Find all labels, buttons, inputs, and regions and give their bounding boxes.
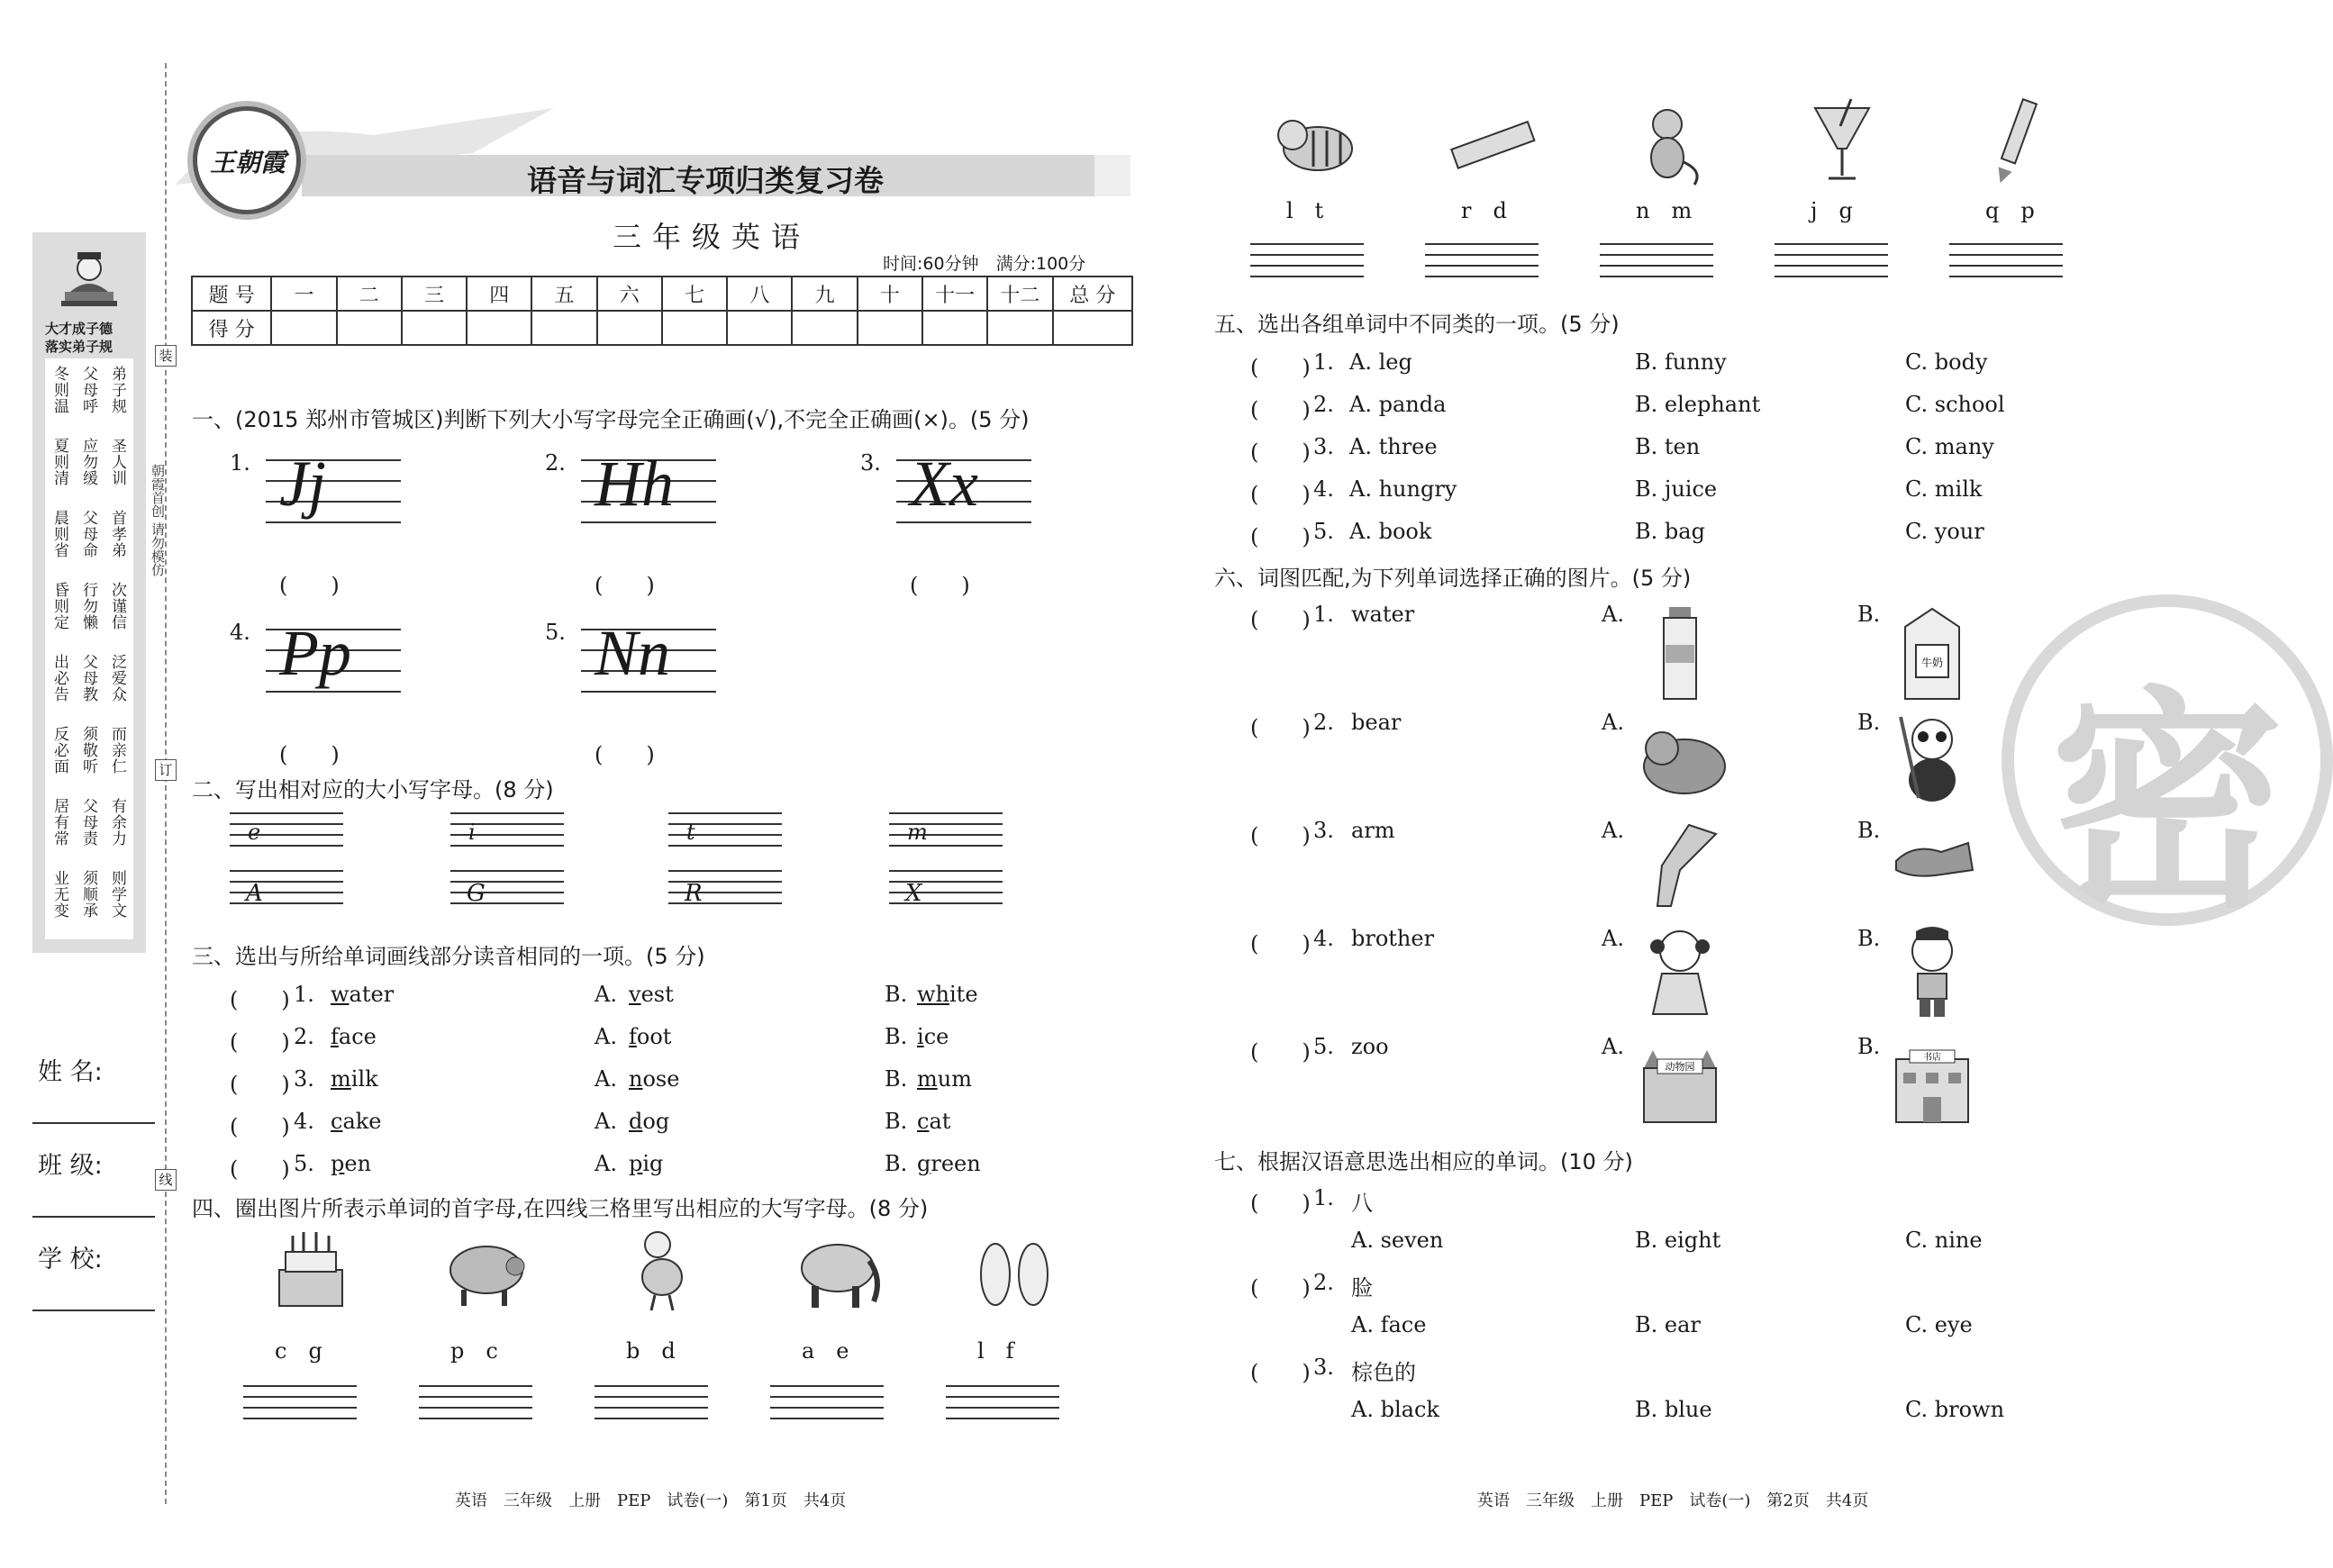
- elephant-picture: [793, 1225, 883, 1319]
- s3-option-b[interactable]: [917, 1151, 981, 1176]
- score-input-cell[interactable]: [858, 311, 922, 345]
- school-label: 学 校:: [38, 1246, 103, 1273]
- s3-option-b-underlined: c: [917, 1109, 930, 1134]
- s2-grid-top[interactable]: [450, 812, 564, 852]
- s3-answer-paren[interactable]: ( ): [230, 1114, 290, 1139]
- motto-verse: 业无变: [50, 870, 68, 919]
- s3-option-b-letter: B.: [885, 1024, 908, 1049]
- motto-verse: 夏则清: [50, 438, 68, 486]
- s3-item-number: 1.: [294, 982, 314, 1007]
- s4-letter-options[interactable]: b d: [626, 1338, 676, 1364]
- s5-item-number: 4.: [1313, 476, 1334, 502]
- s3-option-b-rest: ite: [949, 982, 978, 1007]
- motto-verse: 行勿懒: [79, 582, 97, 630]
- motto-line-2: 落实弟子规: [45, 339, 113, 355]
- s1-answer-paren[interactable]: ( ): [279, 573, 340, 598]
- motto-verse: 而亲仁: [108, 726, 126, 775]
- s5-option-c[interactable]: C. your: [1905, 519, 1984, 544]
- s6-answer-paren[interactable]: ( ): [1250, 823, 1311, 848]
- s3-item-number: 5.: [294, 1151, 314, 1176]
- s7-option-c[interactable]: C. brown: [1905, 1397, 2005, 1422]
- s5-option-c[interactable]: C. milk: [1905, 476, 1983, 502]
- s3-word: [331, 1151, 371, 1176]
- s5-answer-paren[interactable]: ( ): [1250, 397, 1311, 422]
- brand-logo-text: 王朝霞: [210, 148, 286, 177]
- s3-answer-paren[interactable]: ( ): [230, 987, 290, 1012]
- s2-uppercase: G: [467, 880, 486, 907]
- s5-option-b[interactable]: B. ten: [1635, 434, 1701, 459]
- motto-verse: 居有常: [50, 798, 68, 847]
- s6-item-number: 2.: [1313, 710, 1334, 735]
- s6-picture-a[interactable]: [1635, 816, 1725, 920]
- s2-uppercase: X: [905, 880, 922, 907]
- s2-grid-top[interactable]: [668, 812, 782, 852]
- score-input-cell[interactable]: [597, 311, 662, 345]
- s7-item-number: 2.: [1313, 1270, 1334, 1295]
- s5-item-number: 1.: [1313, 349, 1334, 375]
- s3-option-b-underlined: g: [917, 1151, 931, 1176]
- section5-title: 五、选出各组单词中不同类的一项。(5 分): [1214, 312, 1620, 337]
- s3-word-rest: ake: [342, 1109, 382, 1134]
- s3-option-b-underlined: m: [917, 1066, 938, 1092]
- s4-letter-options[interactable]: l t: [1286, 198, 1324, 223]
- s7-option-c[interactable]: C. nine: [1905, 1228, 1983, 1253]
- s4-letter-options[interactable]: a e: [802, 1338, 849, 1364]
- s6-option-a-letter[interactable]: A.: [1602, 818, 1624, 843]
- seal-marker-1: 装: [155, 345, 177, 367]
- s6-picture-b[interactable]: [1887, 708, 1977, 812]
- s1-item-number: 4.: [230, 620, 250, 645]
- score-input-cell[interactable]: [271, 311, 336, 345]
- zoo-gate-sign: 动物园: [1665, 1061, 1695, 1073]
- motto-verse: 须敬听: [79, 726, 97, 775]
- motto-verse: 则学文: [108, 870, 126, 919]
- cake-picture: [266, 1225, 356, 1319]
- s6-picture-b[interactable]: [1887, 600, 1977, 704]
- s7-chinese-meaning: 脸: [1351, 1275, 1373, 1301]
- motto-verse: 首孝弟: [108, 510, 126, 558]
- motto-verse: 次谨信: [108, 582, 126, 630]
- monkey-picture: [1622, 99, 1712, 193]
- score-header-cell: 二: [337, 276, 402, 311]
- class-label: 班 级:: [38, 1152, 103, 1180]
- s2-grid-top[interactable]: [889, 812, 1003, 852]
- score-input-cell[interactable]: [1053, 311, 1132, 345]
- score-input-cell[interactable]: [467, 311, 531, 345]
- motto-verse: 圣人训: [108, 438, 126, 486]
- s6-option-b-letter[interactable]: B.: [1857, 710, 1881, 735]
- s6-option-a-letter[interactable]: A.: [1602, 710, 1624, 735]
- score-header-cell: 总 分: [1053, 276, 1132, 311]
- s6-answer-paren[interactable]: ( ): [1250, 1039, 1311, 1065]
- s5-option-c[interactable]: C. many: [1905, 434, 1994, 459]
- s3-option-a-letter: A.: [595, 1109, 617, 1134]
- s7-option-c[interactable]: C. eye: [1905, 1312, 1973, 1337]
- s6-answer-paren[interactable]: ( ): [1250, 607, 1311, 632]
- motto-verse: 反必面: [50, 726, 68, 775]
- s3-option-a-letter: A.: [595, 1066, 617, 1092]
- s3-item-number: 3.: [294, 1066, 314, 1092]
- section4-title: 四、圈出图片所表示单词的首字母,在四线三格里写出相应的大写字母。(8 分): [192, 1196, 929, 1221]
- s3-option-a-rest: og: [642, 1109, 670, 1134]
- s4-writing-grid[interactable]: [419, 1385, 532, 1425]
- seal-marker-2: 订: [155, 759, 177, 781]
- s3-option-a-rest: ig: [642, 1151, 664, 1176]
- s6-answer-paren[interactable]: ( ): [1250, 931, 1311, 956]
- s3-option-b-rest: at: [929, 1109, 951, 1134]
- footer-left: 英语 三年级 上册 PEP 试卷(一) 第1页 共4页: [455, 1491, 847, 1510]
- s6-picture-b[interactable]: [1887, 924, 1977, 1029]
- section1-title: 一、(2015 郑州市管城区)判断下列大小写字母完全正确画(√),不完全正确画(×)。(5 分): [192, 407, 1030, 432]
- s7-option-a[interactable]: A. seven: [1351, 1228, 1444, 1253]
- section6-title: 六、词图匹配,为下列单词选择正确的图片。(5 分): [1214, 566, 1692, 591]
- s5-item-number: 5.: [1313, 519, 1334, 544]
- s6-picture-a[interactable]: [1635, 1032, 1725, 1137]
- s7-answer-paren[interactable]: ( ): [1250, 1360, 1311, 1385]
- section3-title: 三、选出与所给单词画线部分读音相同的一项。(5 分): [192, 944, 705, 969]
- s3-word: [331, 1066, 378, 1092]
- s5-option-a[interactable]: A. hungry: [1349, 476, 1457, 502]
- milk-carton-label: 牛奶: [1920, 657, 1944, 669]
- s6-option-a-letter[interactable]: A.: [1602, 602, 1624, 627]
- s3-option-a-underlined: p: [629, 1151, 643, 1176]
- motto-verse: 弟子规: [108, 366, 126, 414]
- s5-option-a[interactable]: A. book: [1349, 519, 1432, 544]
- s6-option-b-letter[interactable]: B.: [1857, 1034, 1881, 1059]
- s5-option-a[interactable]: A. panda: [1349, 392, 1447, 417]
- s4-letter-options[interactable]: c g: [275, 1338, 322, 1364]
- score-header-cell: 六: [597, 276, 662, 311]
- s7-option-b[interactable]: B. blue: [1635, 1397, 1712, 1422]
- s1-answer-paren[interactable]: ( ): [910, 573, 970, 598]
- s3-word-rest: ilk: [350, 1066, 378, 1092]
- seal-marker-3: 线: [155, 1169, 177, 1191]
- s5-option-c[interactable]: C. body: [1905, 349, 1988, 375]
- motto-verse: 父母责: [79, 798, 97, 847]
- s3-word: [331, 1109, 382, 1134]
- s3-option-a-rest: ose: [642, 1066, 680, 1092]
- s3-option-b-letter: B.: [885, 1066, 908, 1092]
- s1-item-number: 5.: [545, 620, 566, 645]
- s5-option-b[interactable]: B. elephant: [1635, 392, 1761, 417]
- s4-writing-grid[interactable]: [770, 1385, 884, 1425]
- s5-option-a[interactable]: A. three: [1349, 434, 1438, 459]
- s7-answer-paren[interactable]: ( ): [1250, 1191, 1311, 1216]
- score-header-cell: 题 号: [192, 276, 271, 311]
- footer-right: 英语 三年级 上册 PEP 试卷(一) 第2页 共4页: [1477, 1491, 1869, 1510]
- s3-answer-paren[interactable]: ( ): [230, 1029, 290, 1055]
- s4-letter-options[interactable]: r d: [1461, 198, 1507, 223]
- s2-grid-top[interactable]: [230, 812, 343, 852]
- s7-option-a[interactable]: A. black: [1351, 1397, 1439, 1422]
- s2-lowercase: t: [686, 820, 695, 845]
- s3-option-a[interactable]: [629, 1066, 679, 1092]
- s5-answer-paren[interactable]: ( ): [1250, 440, 1311, 465]
- s3-answer-paren[interactable]: ( ): [230, 1072, 290, 1097]
- s4-writing-grid[interactable]: [1425, 243, 1539, 283]
- s3-word-underlined: c: [331, 1109, 343, 1134]
- s1-answer-paren[interactable]: ( ): [595, 742, 655, 767]
- s1-letters: Pp: [279, 617, 351, 689]
- s6-item-number: 1.: [1313, 602, 1334, 627]
- s5-option-b[interactable]: B. funny: [1635, 349, 1727, 375]
- s1-item-number: 3.: [860, 450, 881, 476]
- building-sign: 书店: [1923, 1053, 1941, 1063]
- motto-verse: 父母教: [79, 654, 97, 702]
- s3-word-rest: ater: [349, 982, 395, 1007]
- s3-option-a[interactable]: [629, 1109, 669, 1134]
- motto-line-1: 大才成子德: [45, 321, 113, 337]
- pig-picture: [441, 1225, 531, 1319]
- s2-lowercase: i: [468, 820, 476, 845]
- s2-lowercase: e: [248, 820, 261, 845]
- s4-writing-grid[interactable]: [1250, 243, 1364, 283]
- score-header-cell: 七: [662, 276, 727, 311]
- motto-verse: 须顺承: [79, 870, 97, 919]
- s1-item-number: 2.: [545, 450, 566, 476]
- s3-option-b-rest: ce: [923, 1024, 949, 1049]
- s6-answer-paren[interactable]: ( ): [1250, 715, 1311, 740]
- section7-title: 七、根据汉语意思选出相应的单词。(10 分): [1214, 1149, 1633, 1174]
- s4-writing-grid[interactable]: [946, 1385, 1059, 1425]
- s1-letters: Xx: [910, 448, 978, 520]
- s4-letter-options[interactable]: n m: [1636, 198, 1693, 223]
- s7-chinese-meaning: 棕色的: [1351, 1360, 1416, 1385]
- s5-item-number: 3.: [1313, 434, 1334, 459]
- school-field[interactable]: [32, 1310, 155, 1311]
- s3-word-underlined: m: [331, 1066, 351, 1092]
- score-header-cell: 九: [792, 276, 857, 311]
- s6-option-a-letter[interactable]: A.: [1602, 1034, 1624, 1059]
- s3-option-b-letter: B.: [885, 982, 908, 1007]
- motto-verse: 应勿缓: [79, 438, 97, 486]
- s3-item-number: 2.: [294, 1024, 314, 1049]
- score-header-cell: 十: [858, 276, 922, 311]
- s1-letters: Hh: [595, 448, 674, 520]
- s4-letter-options[interactable]: j g: [1811, 198, 1853, 223]
- s6-word: water: [1351, 602, 1415, 627]
- s3-word-rest: en: [344, 1151, 372, 1176]
- s6-option-a-letter[interactable]: A.: [1602, 926, 1624, 951]
- s3-option-a-underlined: v: [629, 982, 641, 1007]
- binding-dashed-line: [165, 63, 167, 1504]
- score-table: [191, 276, 1133, 346]
- class-field[interactable]: [32, 1216, 155, 1218]
- s7-item-number: 3.: [1313, 1355, 1334, 1380]
- s3-option-a[interactable]: [629, 1024, 671, 1049]
- bird-picture: [617, 1225, 707, 1319]
- tiger-picture: [1273, 99, 1363, 193]
- s4-writing-grid[interactable]: [1600, 243, 1713, 283]
- s6-item-number: 5.: [1313, 1034, 1334, 1059]
- s3-option-b-underlined: wh: [917, 982, 949, 1007]
- s3-option-b[interactable]: [917, 1066, 972, 1092]
- motto-verse: 晨则省: [50, 510, 68, 558]
- s6-word: zoo: [1351, 1034, 1389, 1059]
- pencil-picture: [1972, 99, 2062, 193]
- motto-verse: 父母呼: [79, 366, 97, 414]
- s3-option-b[interactable]: [917, 982, 978, 1007]
- s1-item-number: 1.: [230, 450, 250, 476]
- s3-option-a-letter: A.: [595, 982, 617, 1007]
- s2-uppercase: R: [685, 880, 703, 907]
- s3-option-b-letter: B.: [885, 1151, 908, 1176]
- motto-verse: 泛爱众: [108, 654, 126, 702]
- s6-word: brother: [1351, 926, 1435, 951]
- s3-word-underlined: p: [331, 1151, 345, 1176]
- s4-letter-options[interactable]: p c: [450, 1338, 498, 1364]
- s6-option-b-letter[interactable]: B.: [1857, 818, 1881, 843]
- s6-picture-a[interactable]: [1635, 924, 1725, 1029]
- motto-verse: 父母命: [79, 510, 97, 558]
- s6-option-b-letter[interactable]: B.: [1857, 926, 1881, 951]
- s5-option-b[interactable]: B. bag: [1635, 519, 1705, 544]
- motto-verse: 昏则定: [50, 582, 68, 630]
- motto-verse: 出必告: [50, 654, 68, 702]
- paper-subtitle: 三年级英语: [613, 220, 812, 254]
- motto-verse: 冬则温: [50, 366, 68, 414]
- score-input-cell[interactable]: [987, 311, 1052, 345]
- s3-word-rest: ace: [338, 1024, 377, 1049]
- s1-letters: Jj: [279, 448, 326, 520]
- motto-panel: [32, 232, 146, 953]
- s5-item-number: 2.: [1313, 392, 1334, 417]
- s4-writing-grid[interactable]: [1775, 243, 1888, 283]
- name-field[interactable]: [32, 1122, 155, 1124]
- s5-option-c[interactable]: C. school: [1905, 392, 2005, 417]
- s6-picture-b[interactable]: [1887, 816, 1977, 920]
- score-header-cell: 五: [531, 276, 596, 311]
- s6-picture-a[interactable]: [1635, 708, 1725, 812]
- s3-word: [331, 1024, 377, 1049]
- feet-picture: [968, 1225, 1058, 1319]
- time-info: 时间:60分钟 满分:100分: [883, 254, 1086, 274]
- s7-option-a[interactable]: A. face: [1351, 1312, 1427, 1337]
- s1-answer-paren[interactable]: ( ): [279, 742, 340, 767]
- motto-verse: 有余力: [108, 798, 126, 847]
- section2-title: 二、写出相对应的大小写字母。(8 分): [192, 777, 554, 802]
- s5-answer-paren[interactable]: ( ): [1250, 482, 1311, 507]
- score-header-cell: 八: [727, 276, 792, 311]
- secret-watermark-char: 密: [2050, 666, 2284, 940]
- score-input-cell[interactable]: [792, 311, 857, 345]
- s3-option-a-letter: A.: [595, 1024, 617, 1049]
- score-header-cell: 一: [271, 276, 336, 311]
- score-input-cell[interactable]: [922, 311, 987, 345]
- s3-option-b-underlined: i: [917, 1024, 924, 1049]
- s2-uppercase: A: [246, 880, 263, 907]
- motto-inner: [45, 358, 133, 939]
- score-input-cell[interactable]: [337, 311, 402, 345]
- s3-option-a-rest: oot: [636, 1024, 672, 1049]
- s6-option-b-letter[interactable]: B.: [1857, 602, 1881, 627]
- score-header-cell: 四: [467, 276, 531, 311]
- score-input-cell[interactable]: [727, 311, 792, 345]
- brand-logo: [193, 106, 301, 214]
- s3-word-underlined: f: [331, 1024, 339, 1049]
- side-note: 朝霞首创 请勿模仿: [150, 464, 166, 576]
- score-label-cell: 得 分: [192, 311, 271, 345]
- s7-option-b[interactable]: B. eight: [1635, 1228, 1721, 1253]
- s7-chinese-meaning: 八: [1351, 1191, 1373, 1216]
- score-input-cell[interactable]: [402, 311, 467, 345]
- s3-option-a-underlined: f: [629, 1024, 637, 1049]
- s3-option-b-letter: B.: [885, 1109, 908, 1134]
- s4-writing-grid[interactable]: [1949, 243, 2063, 283]
- s3-option-a[interactable]: [629, 982, 674, 1007]
- s3-option-b[interactable]: [917, 1024, 949, 1049]
- s6-picture-b[interactable]: [1887, 1032, 1977, 1137]
- s3-option-b[interactable]: [917, 1109, 950, 1134]
- s1-letters: Nn: [595, 617, 671, 689]
- s3-option-b-rest: reen: [930, 1151, 981, 1176]
- s7-item-number: 1.: [1313, 1185, 1334, 1210]
- score-input-cell[interactable]: [662, 311, 727, 345]
- score-header-cell: 十二: [987, 276, 1052, 311]
- secret-watermark: [2002, 594, 2333, 940]
- s3-option-a-underlined: n: [629, 1066, 643, 1092]
- s6-item-number: 4.: [1313, 926, 1334, 951]
- s3-option-a-letter: A.: [595, 1151, 617, 1176]
- s4-writing-grid[interactable]: [595, 1385, 708, 1425]
- s6-word: bear: [1351, 710, 1402, 735]
- s3-option-a[interactable]: [629, 1151, 663, 1176]
- s7-answer-paren[interactable]: ( ): [1250, 1275, 1311, 1301]
- banner-title: 语音与词汇专项归类复习卷: [527, 163, 884, 198]
- s4-letter-options[interactable]: l f: [977, 1338, 1014, 1364]
- s7-option-b[interactable]: B. ear: [1635, 1312, 1701, 1337]
- s3-item-number: 4.: [294, 1109, 314, 1134]
- ruler-picture: [1448, 99, 1538, 193]
- s6-item-number: 3.: [1313, 818, 1334, 843]
- s6-word: arm: [1351, 818, 1395, 843]
- s5-option-b[interactable]: B. juice: [1635, 476, 1718, 502]
- s5-answer-paren[interactable]: ( ): [1250, 524, 1311, 549]
- name-label: 姓 名:: [38, 1058, 103, 1086]
- juice-picture: [1797, 99, 1887, 193]
- score-header-cell: 十一: [922, 276, 987, 311]
- s2-lowercase: m: [907, 820, 928, 845]
- s1-answer-paren[interactable]: ( ): [595, 573, 655, 598]
- s5-answer-paren[interactable]: ( ): [1250, 355, 1311, 380]
- score-input-cell[interactable]: [531, 311, 596, 345]
- scholar-illustration: [52, 241, 126, 315]
- s3-word-underlined: w: [331, 982, 349, 1007]
- s3-option-b-rest: um: [937, 1066, 972, 1092]
- s3-word: [331, 982, 394, 1007]
- s4-letter-options[interactable]: q p: [1985, 198, 2035, 223]
- s3-option-a-rest: est: [640, 982, 674, 1007]
- s3-answer-paren[interactable]: ( ): [230, 1156, 290, 1182]
- s3-option-a-underlined: d: [629, 1109, 643, 1134]
- s6-picture-a[interactable]: [1635, 600, 1725, 704]
- score-header-cell: 三: [402, 276, 467, 311]
- s4-writing-grid[interactable]: [243, 1385, 357, 1425]
- s5-option-a[interactable]: A. leg: [1349, 349, 1412, 375]
